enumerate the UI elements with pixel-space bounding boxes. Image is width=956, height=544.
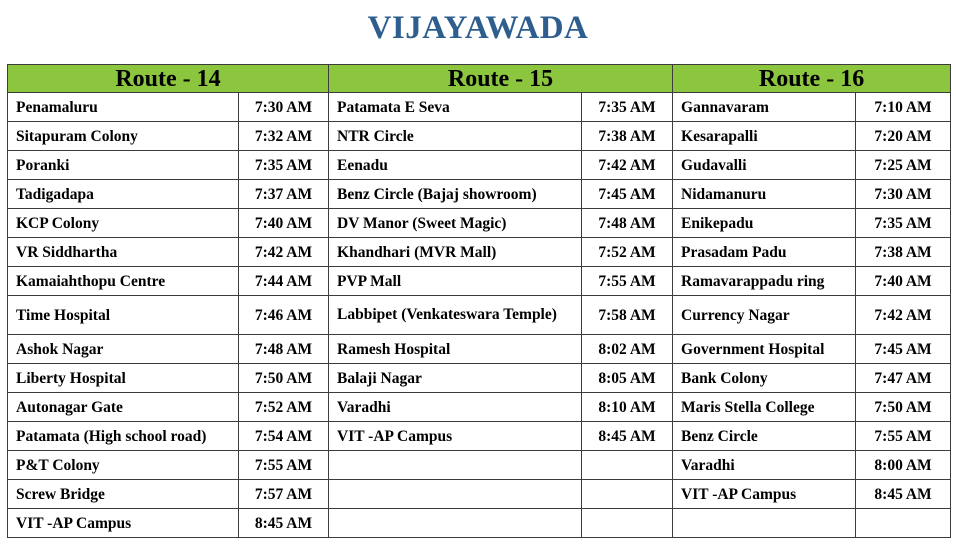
route-15-stop-time: 8:10 AM (582, 393, 673, 422)
route-14-stop-time: 7:32 AM (239, 122, 329, 151)
route-16-stop-name: VIT -AP Campus (673, 480, 856, 509)
table-row (8, 267, 951, 296)
route-16-stop-time: 7:25 AM (856, 151, 951, 180)
route-15-stop-name: Varadhi (329, 393, 582, 422)
route-16-stop-time: 7:55 AM (856, 422, 951, 451)
route-16-stop-name: Gudavalli (673, 151, 856, 180)
route-14-stop-name: Liberty Hospital (8, 364, 239, 393)
route-14-stop-time: 7:50 AM (239, 364, 329, 393)
route-16-stop-time: 7:45 AM (856, 335, 951, 364)
route-16-stop-time: 8:00 AM (856, 451, 951, 480)
route-16-stop-time: 7:42 AM (856, 296, 951, 335)
table-row (8, 422, 951, 451)
route-15-stop-time: 7:52 AM (582, 238, 673, 267)
route-15-stop-time: 7:58 AM (582, 296, 673, 335)
route-16-stop-name: Kesarapalli (673, 122, 856, 151)
route-15-stop-name: Patamata E Seva (329, 93, 582, 122)
route-14-stop-time: 7:37 AM (239, 180, 329, 209)
table-row (8, 296, 951, 335)
route-14-stop-time: 7:35 AM (239, 151, 329, 180)
route-15-header: Route - 15 (329, 65, 673, 93)
route-16-stop-time: 7:10 AM (856, 93, 951, 122)
route-schedule-table (7, 64, 951, 538)
route-16-stop-time: 7:35 AM (856, 209, 951, 238)
route-14-stop-name: Time Hospital (8, 296, 239, 335)
page-title: VIJAYAWADA (367, 10, 589, 46)
route-14-stop-time: 7:55 AM (239, 451, 329, 480)
route-15-stop-name: Khandhari (MVR Mall) (329, 238, 582, 267)
route-16-stop-name: Bank Colony (673, 364, 856, 393)
route-16-stop-name: Currency Nagar (673, 296, 856, 335)
empty-cell (329, 451, 582, 480)
route-15-stop-time: 8:45 AM (582, 422, 673, 451)
route-16-stop-time: 8:45 AM (856, 480, 951, 509)
table-row (8, 238, 951, 267)
route-14-stop-name: KCP Colony (8, 209, 239, 238)
route-15-stop-name: PVP Mall (329, 267, 582, 296)
empty-cell (673, 509, 856, 538)
route-15-stop-name: Labbipet (Venkateswara Temple) (329, 296, 582, 335)
route-16-stop-name: Enikepadu (673, 209, 856, 238)
route-14-stop-name: P&T Colony (8, 451, 239, 480)
route-16-header: Route - 16 (673, 65, 951, 93)
table-row (8, 335, 951, 364)
route-header-row (8, 65, 951, 93)
route-14-stop-time: 7:46 AM (239, 296, 329, 335)
route-14-stop-name: Patamata (High school road) (8, 422, 239, 451)
table-row (8, 451, 951, 480)
route-14-header: Route - 14 (8, 65, 329, 93)
table-row (8, 122, 951, 151)
route-14-stop-name: Screw Bridge (8, 480, 239, 509)
route-16-stop-name: Ramavarappadu ring (673, 267, 856, 296)
table-row (8, 364, 951, 393)
route-14-stop-time: 7:40 AM (239, 209, 329, 238)
route-14-stop-time: 7:30 AM (239, 93, 329, 122)
route-15-stop-name: Ramesh Hospital (329, 335, 582, 364)
route-14-stop-name: Ashok Nagar (8, 335, 239, 364)
route-14-stop-name: Autonagar Gate (8, 393, 239, 422)
route-15-stop-time: 7:42 AM (582, 151, 673, 180)
route-14-stop-name: Penamaluru (8, 93, 239, 122)
empty-cell (856, 509, 951, 538)
table-row (8, 180, 951, 209)
route-15-stop-time: 7:45 AM (582, 180, 673, 209)
route-15-stop-time: 7:55 AM (582, 267, 673, 296)
table-row (8, 480, 951, 509)
route-16-stop-name: Nidamanuru (673, 180, 856, 209)
route-14-stop-time: 7:44 AM (239, 267, 329, 296)
table-row (8, 393, 951, 422)
route-15-stop-name: Benz Circle (Bajaj showroom) (329, 180, 582, 209)
route-14-stop-time: 7:48 AM (239, 335, 329, 364)
route-16-stop-time: 7:38 AM (856, 238, 951, 267)
route-15-stop-time: 7:38 AM (582, 122, 673, 151)
route-15-stop-name: NTR Circle (329, 122, 582, 151)
route-16-stop-name: Benz Circle (673, 422, 856, 451)
table-row (8, 209, 951, 238)
route-16-stop-time: 7:40 AM (856, 267, 951, 296)
route-16-stop-name: Gannavaram (673, 93, 856, 122)
table-row (8, 509, 951, 538)
route-15-stop-time: 7:48 AM (582, 209, 673, 238)
route-16-stop-time: 7:30 AM (856, 180, 951, 209)
route-14-stop-name: VIT -AP Campus (8, 509, 239, 538)
route-15-stop-name: Eenadu (329, 151, 582, 180)
route-14-stop-time: 7:42 AM (239, 238, 329, 267)
route-14-stop-time: 8:45 AM (239, 509, 329, 538)
route-14-stop-time: 7:57 AM (239, 480, 329, 509)
table-row (8, 151, 951, 180)
route-16-stop-name: Varadhi (673, 451, 856, 480)
route-16-stop-name: Prasadam Padu (673, 238, 856, 267)
route-14-stop-name: Tadigadapa (8, 180, 239, 209)
route-14-stop-time: 7:52 AM (239, 393, 329, 422)
route-15-stop-name: DV Manor (Sweet Magic) (329, 209, 582, 238)
empty-cell (329, 509, 582, 538)
route-16-stop-time: 7:50 AM (856, 393, 951, 422)
route-15-stop-time: 7:35 AM (582, 93, 673, 122)
empty-cell (329, 480, 582, 509)
route-16-stop-time: 7:47 AM (856, 364, 951, 393)
route-16-stop-name: Government Hospital (673, 335, 856, 364)
route-16-stop-time: 7:20 AM (856, 122, 951, 151)
empty-cell (582, 509, 673, 538)
table-row (8, 93, 951, 122)
empty-cell (582, 480, 673, 509)
route-16-stop-name: Maris Stella College (673, 393, 856, 422)
empty-cell (582, 451, 673, 480)
route-15-stop-time: 8:02 AM (582, 335, 673, 364)
route-15-stop-name: Balaji Nagar (329, 364, 582, 393)
route-14-stop-name: Sitapuram Colony (8, 122, 239, 151)
route-15-stop-name: VIT -AP Campus (329, 422, 582, 451)
route-14-stop-name: Kamaiahthopu Centre (8, 267, 239, 296)
route-14-stop-name: Poranki (8, 151, 239, 180)
route-15-stop-time: 8:05 AM (582, 364, 673, 393)
route-14-stop-time: 7:54 AM (239, 422, 329, 451)
route-14-stop-name: VR Siddhartha (8, 238, 239, 267)
